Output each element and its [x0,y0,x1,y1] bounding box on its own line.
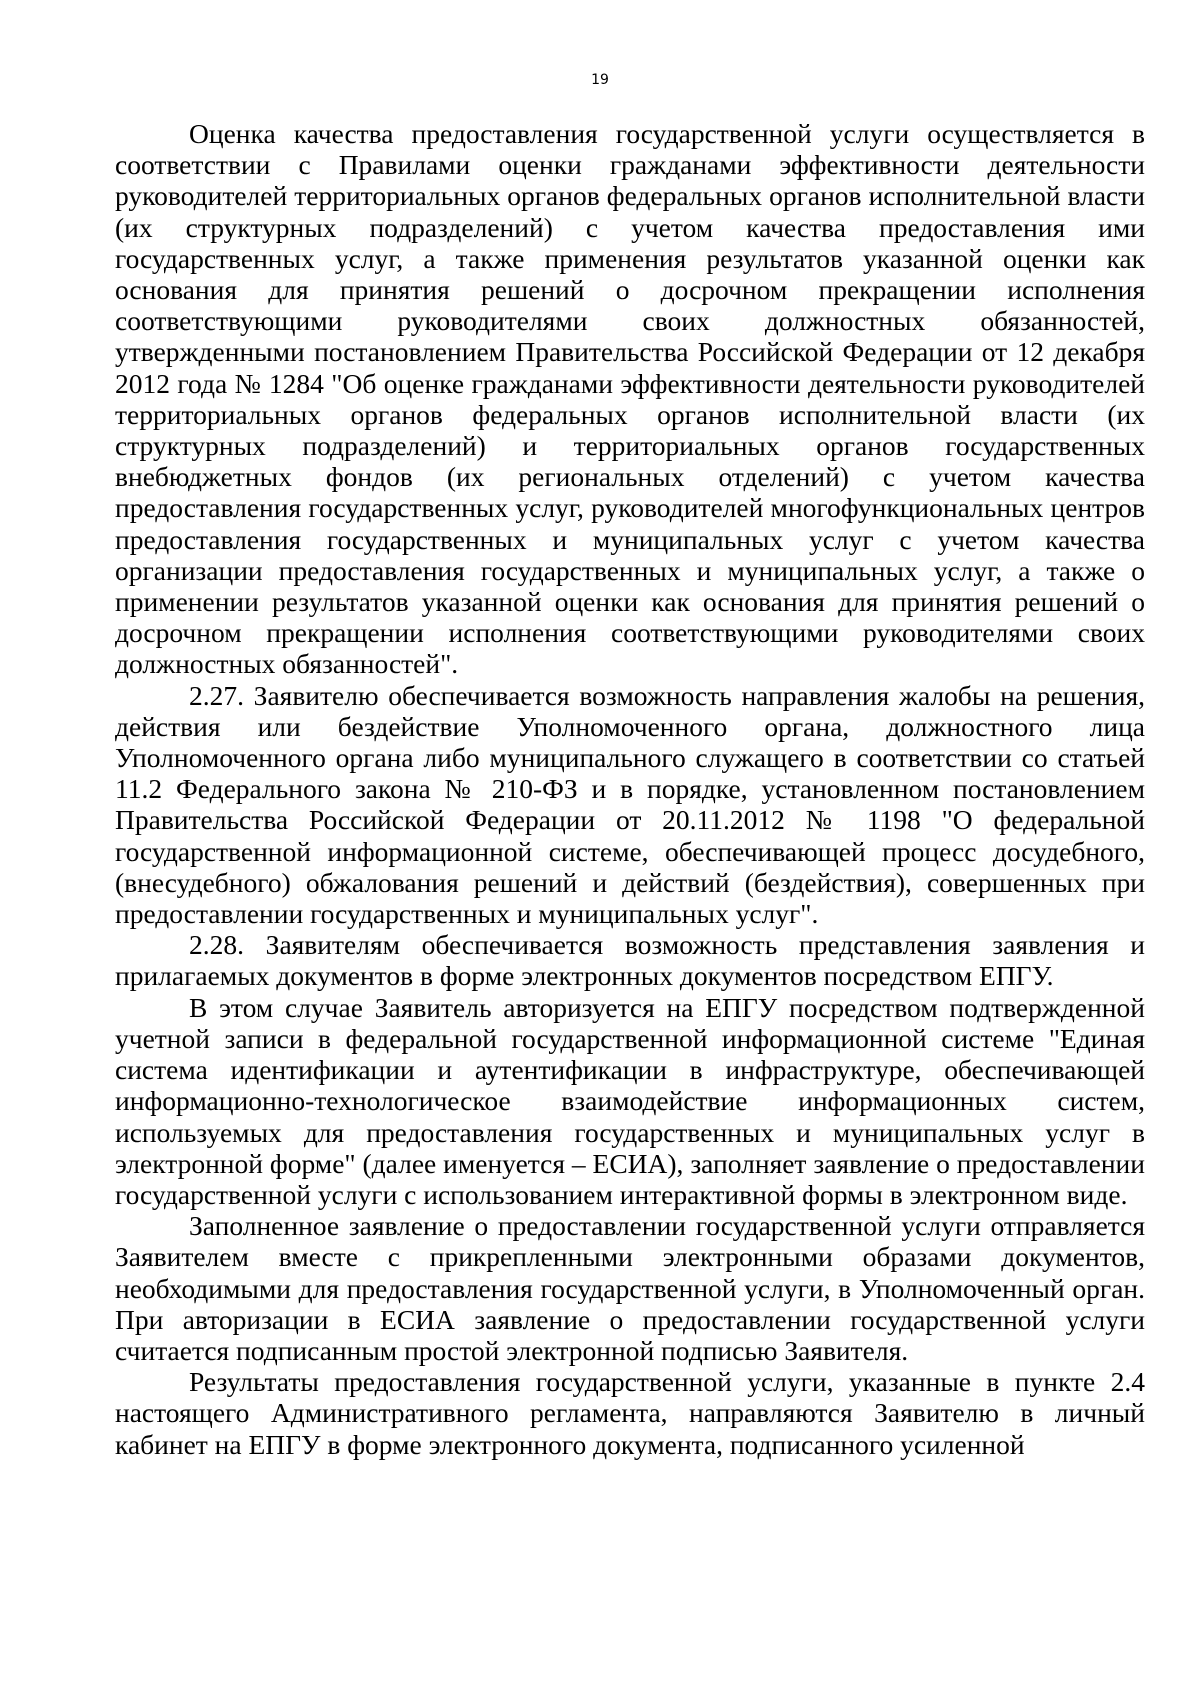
paragraph-filled-application: Заполненное заявление о предоставлении государственной услуги отправляется Заявителем вместе с прикрепленными электронными образами документов, необходимыми для предоставления государственной услуги, в Уполномоченный орган. При авторизации в ЕСИА заявление о предоставлении государственной услуги считается подписанным простой электронной подписью Заявителя. [115,1210,1145,1366]
paragraph-results: Результаты предоставления государственной услуги, указанные в пункте 2.4 настоящего Административного регламента, направляются Заявителю в личный кабинет на ЕПГУ в форме электронного документа, подписанного усиленной [115,1366,1145,1460]
paragraph-2-27-complaint: 2.27. Заявителю обеспечивается возможность направления жалобы на решения, действия или бездействие Уполномоченного органа, должностного лица Уполномоченного органа либо муниципального служащего в соответствии со статьей 11.2 Федерального закона № 210-ФЗ и в порядке, установленном постановлением Правительства Российской Федерации от 20.11.2012 № 1198 "О федеральной государственной информационной системе, обеспечивающей процесс досудебного, (внесудебного) обжалования решений и действий (бездействия), совершенных при предоставлении государственных и муниципальных услуг". [115,679,1145,930]
paragraph-quality-assessment: Оценка качества предоставления государственной услуги осуществляется в соответствии с Правилами оценки гражданами эффективности деятельности руководителей территориальных органов федеральных органов исполнительной власти (их структурных подразделений) с учетом качества предоставления ими государственных услуг, а также применения результатов указанной оценки как основания для принятия решений о досрочном прекращении исполнения соответствующими руководителями своих должностных обязанностей, утвержденными постановлением Правительства Российской Федерации от 12 декабря 2012 года № 1284 "Об оценке гражданами эффективности деятельности руководителей территориальных органов федеральных органов исполнительной власти (их структурных подразделений) и территориальных органов государственных внебюджетных фондов (их региональных отделений) с учетом качества предоставления государственных услуг, руководителей многофункциональных центров предоставления государственных и муниципальных услуг с учетом качества организации предоставления государственных и муниципальных услуг, а также о применении результатов указанной оценки как основания для принятия решений о досрочном прекращении исполнения соответствующими руководителями своих должностных обязанностей". [115,118,1145,680]
document-body [115,118,1145,1460]
page-number: 19 [591,72,609,88]
paragraph-esia-authorization: В этом случае Заявитель авторизуется на ЕПГУ посредством подтвержденной учетной записи в федеральной государственной информационной системе "Единая система идентификации и аутентификации в инфраструктуре, обеспечивающей информационно-технологическое взаимодействие информационных систем, используемых для предоставления государственных и муниципальных услуг в электронной форме" (далее именуется – ЕСИА), заполняет заявление о предоставлении государственной услуги с использованием интерактивной формы в электронном виде. [115,991,1145,1210]
paragraph-2-28-electronic-submission: 2.28. Заявителям обеспечивается возможность представления заявления и прилагаемых документов в форме электронных документов посредством ЕПГУ. [115,929,1145,992]
